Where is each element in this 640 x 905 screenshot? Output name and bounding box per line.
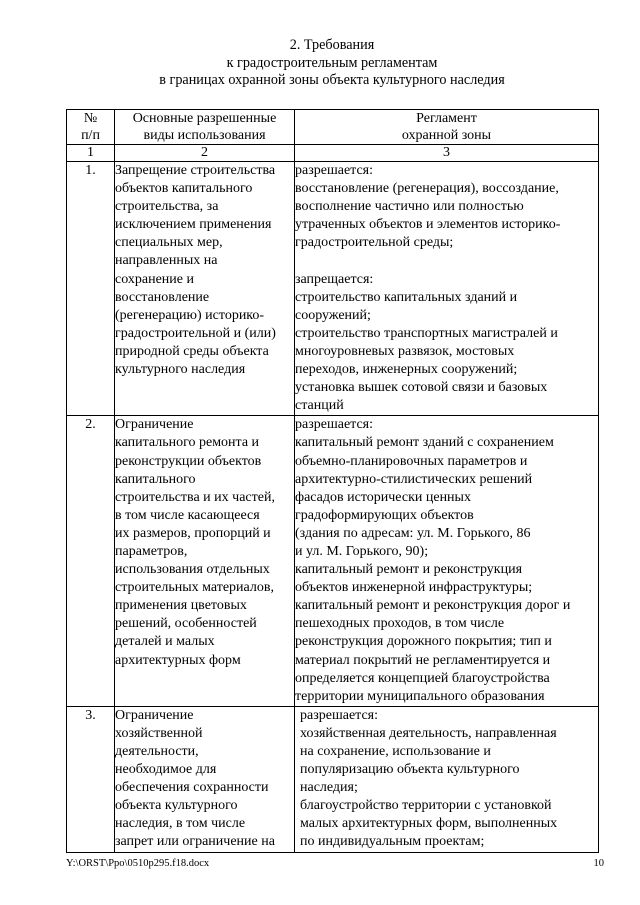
column-number: 2 <box>115 145 295 162</box>
table-row <box>67 162 599 416</box>
header-number: № п/п <box>67 110 115 145</box>
row-number: 1. <box>67 162 115 416</box>
header-uses: Основные разрешенные виды использования <box>115 110 295 145</box>
row-use-cell: Ограничение капитального ремонта и реконструкции объектов капитального строительства и их частей, в том числе касающееся их размеров, пропорций и параметров, использования отдельных строительных материалов, применения цветовых решений, особенностей деталей и малых архитектурных форм <box>115 416 295 707</box>
row-number: 2. <box>67 416 115 707</box>
regulations-table <box>66 109 599 853</box>
column-number: 1 <box>67 145 115 162</box>
table-row <box>67 706 599 852</box>
column-numbers-row <box>67 145 599 162</box>
title-line: 2. Требования <box>289 37 375 53</box>
row-use-cell: Запрещение строительства объектов капитального строительства, за исключением применения специальных мер, направленных на сохранение и восстановление (регенерацию) историко- градостроительной и (или) природной среды объекта культурного наследия <box>115 162 295 416</box>
footer-file-path: Y:\ORST\Ppo\0510p295.f18.docx <box>66 858 210 869</box>
title-line: к градостроительным регламентам <box>226 54 438 71</box>
table-header-row <box>67 110 599 145</box>
title-line: в границах охранной зоны объекта культурного наследия <box>159 72 505 88</box>
row-number: 3. <box>67 706 115 852</box>
row-regulation-cell: разрешается: восстановление (регенерация), воссоздание, восполнение частично или полностью утраченных объектов и элементов историко- градостроительной среды; запрещается: строительство капитальных зданий и сооружений; строительство транспортных магистралей и многоуровневых развязок, мостовых переходов, инженерных сооружений; установка вышек сотовой связи и базовых станций <box>295 162 599 416</box>
row-regulation-cell: разрешается: капитальный ремонт зданий с сохранением объемно-планировочных параметров и архитектурно-стилистических решений фасадов исторически ценных градоформирующих объектов (здания по адресам: ул. М. Горького, 86 и ул. М. Горького, 90); капитальный ремонт и реконструкция объектов инженерной инфраструктуры; капитальный ремонт и реконструкция дорог и пешеходных проходов, в том числе реконструкция дорожного покрытия; тип и материал покрытий не регламентируется и определяется концепцией благоустройства территории муниципального образования <box>295 416 599 707</box>
column-number: 3 <box>295 145 599 162</box>
table-row <box>67 416 599 707</box>
row-regulation-cell: разрешается: хозяйственная деятельность, направленная на сохранение, использование и популяризацию объекта культурного наследия; благоустройство территории с установкой малых архитектурных форм, выполненных по индивидуальным проектам; <box>295 706 599 852</box>
page-number: 10 <box>593 858 604 869</box>
row-use-cell: Ограничение хозяйственной деятельности, необходимое для обеспечения сохранности объекта культурного наследия, в том числе запрет или ограничение на <box>115 706 295 852</box>
header-regulation: Регламент охранной зоны <box>295 110 599 145</box>
section-title <box>66 37 598 90</box>
